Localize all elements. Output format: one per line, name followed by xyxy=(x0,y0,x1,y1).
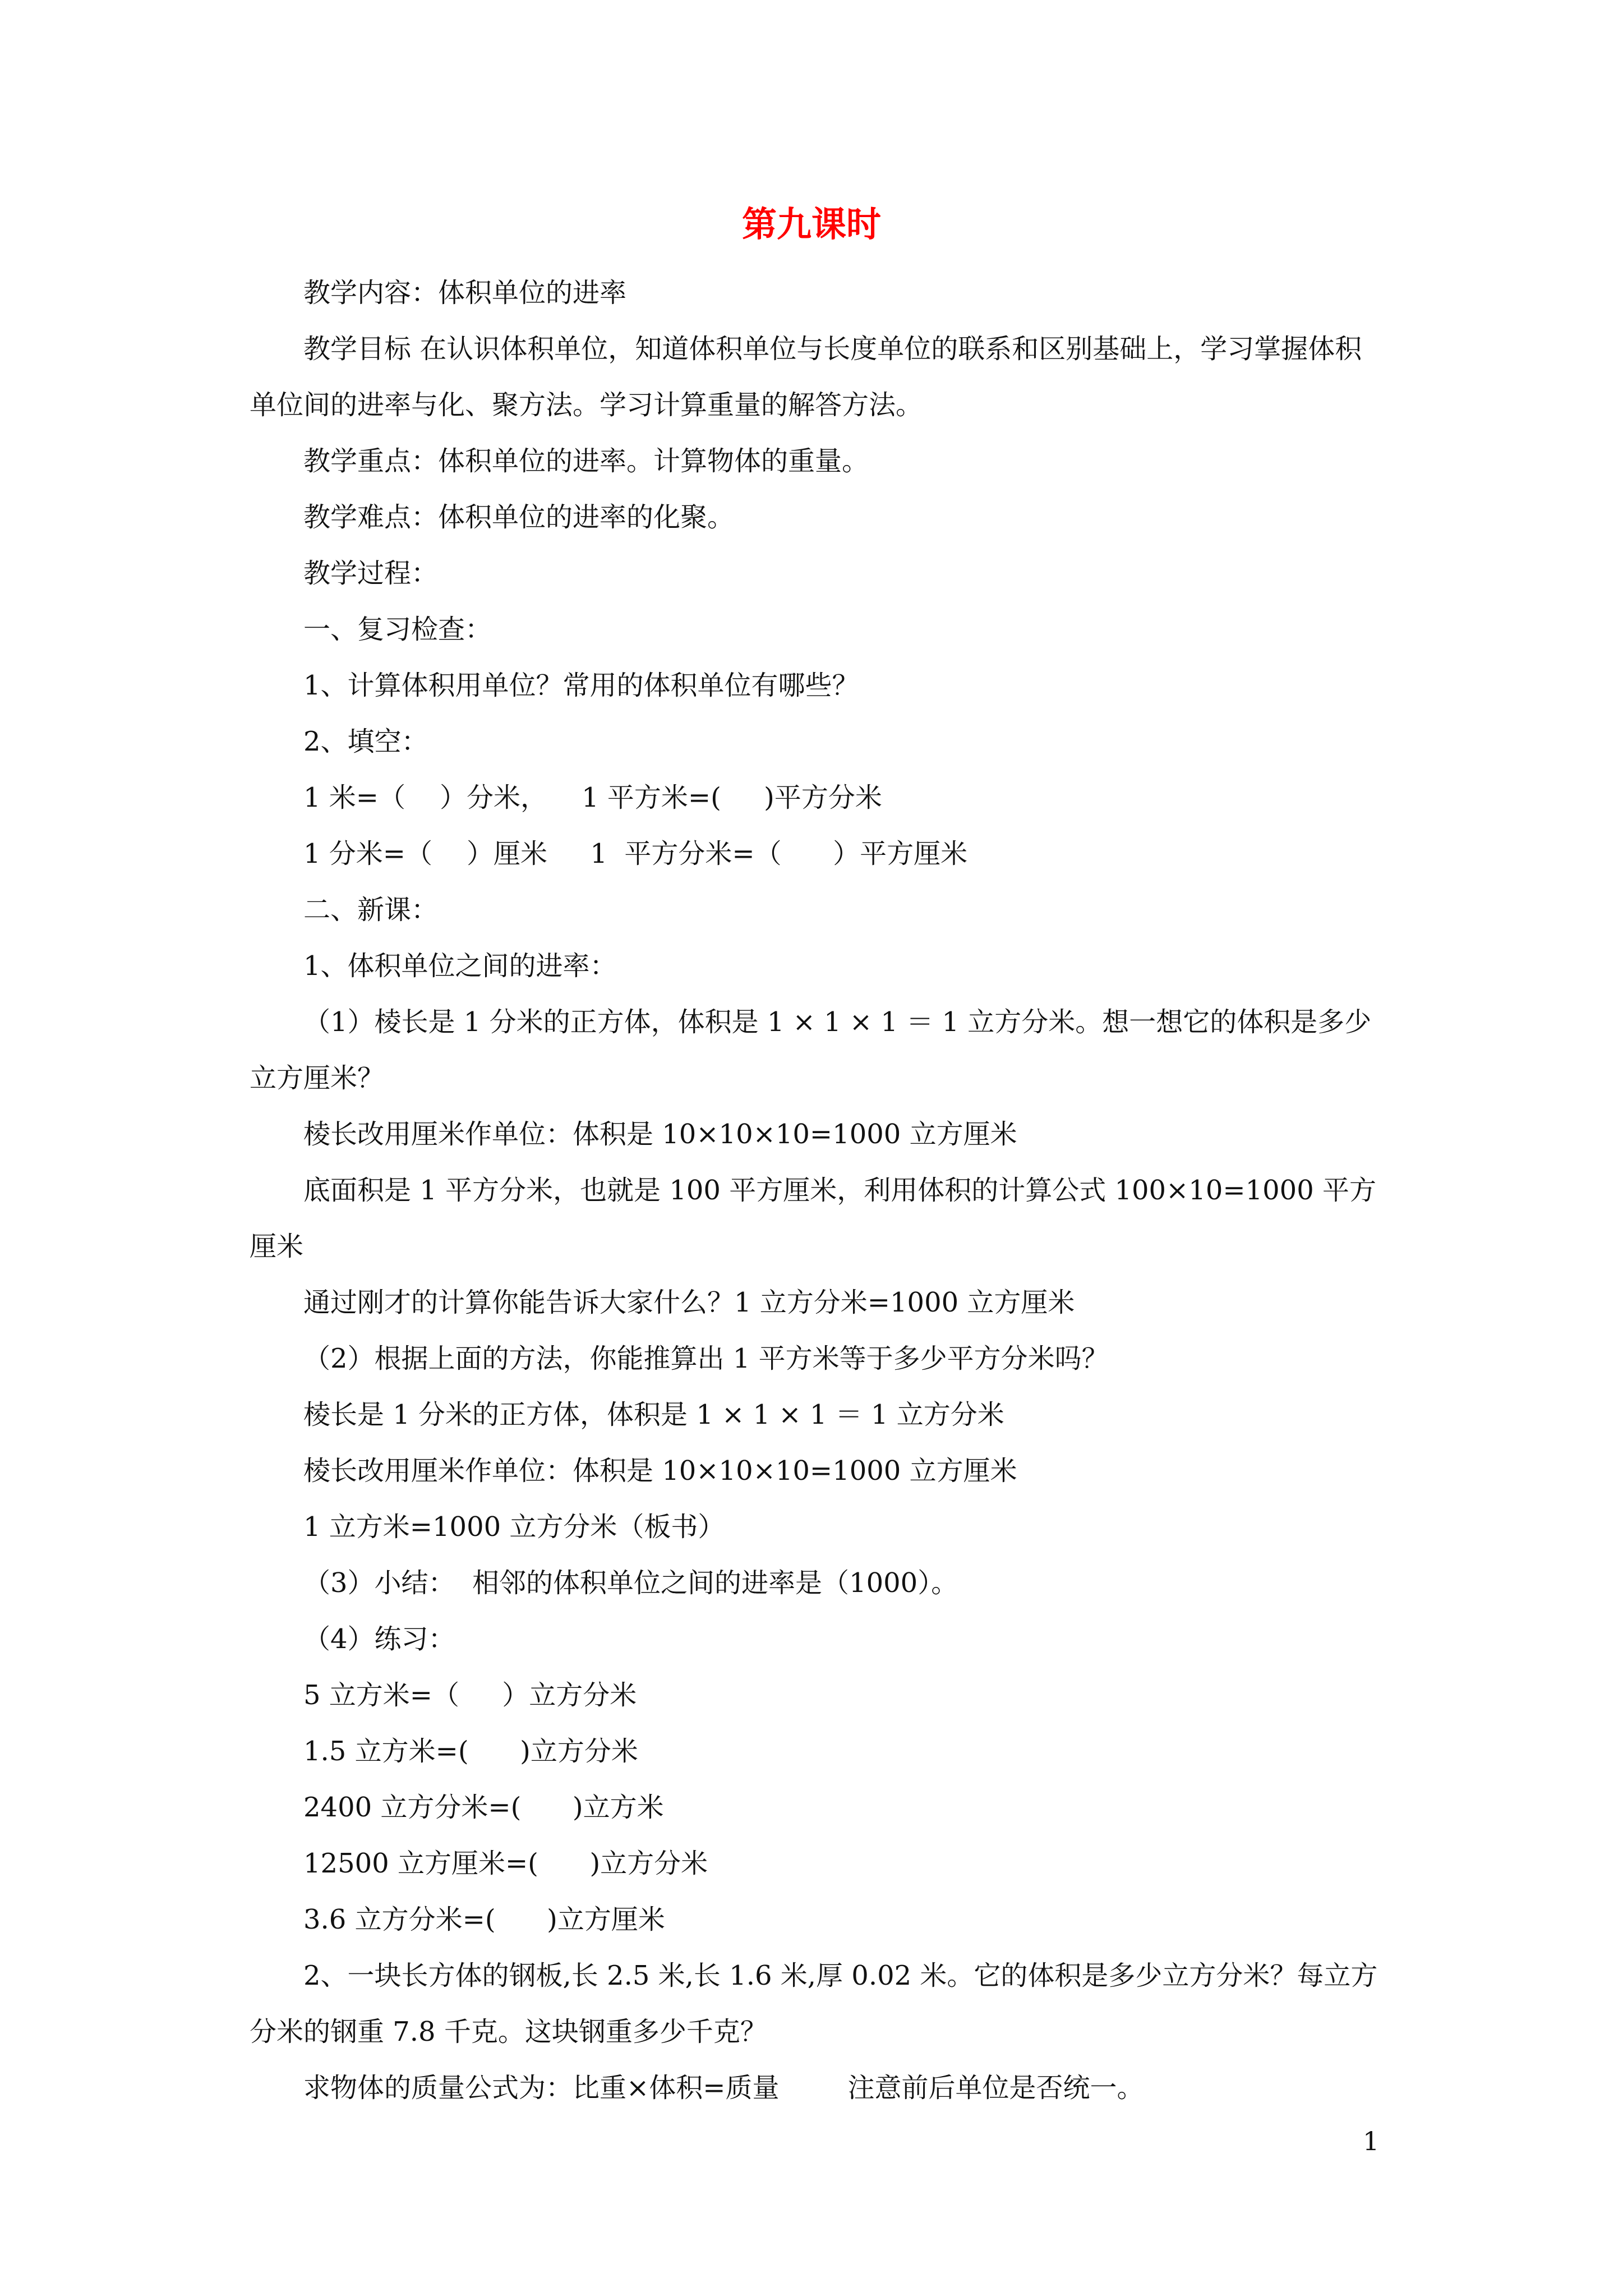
paragraph: 1 立方米=1000 立方分米（板书） xyxy=(303,1511,725,1543)
paragraph: 二、新课： xyxy=(303,894,439,926)
paragraph: 1、体积单位之间的进率： xyxy=(303,950,617,982)
paragraph: 棱长是 1 分米的正方体，体积是 1 × 1 × 1 ＝ 1 立方分米 xyxy=(303,1399,1004,1430)
paragraph: 一、复习检查： xyxy=(303,614,492,645)
paragraph: 1、计算体积用单位？常用的体积单位有哪些？ xyxy=(303,670,859,701)
paragraph: 教学内容：体积单位的进率 xyxy=(303,277,627,309)
paragraph: 教学过程： xyxy=(303,558,439,589)
paragraph: 棱长改用厘米作单位：体积是 10×10×10=1000 立方厘米 xyxy=(303,1455,1017,1487)
paragraph: 12500 立方厘米=( )立方分米 xyxy=(303,1848,708,1879)
paragraph: 1.5 立方米=( )立方分米 xyxy=(303,1736,638,1767)
paragraph: （4）练习： xyxy=(303,1623,455,1655)
page-number: 1 xyxy=(1363,2126,1380,2156)
paragraph: （3）小结： 相邻的体积单位之间的进率是（1000）。 xyxy=(303,1567,958,1599)
paragraph: 棱长改用厘米作单位：体积是 10×10×10=1000 立方厘米 xyxy=(303,1119,1017,1150)
paragraph: 求物体的质量公式为：比重×体积=质量 注意前后单位是否统一。 xyxy=(303,2072,1144,2104)
paragraph: 教学目标 在认识体积单位，知道体积单位与长度单位的联系和区别基础上，学习掌握体积单位间的进率与化、聚方法。学习计算重量的解答方法。 xyxy=(250,333,1362,421)
paragraph: 2400 立方分米=( )立方米 xyxy=(303,1792,664,1823)
paragraph: 底面积是 1 平方分米，也就是 100 平方厘米，利用体积的计算公式 100×10=1000 平方厘米 xyxy=(250,1175,1376,1262)
paragraph: 1 米=（ ）分米， 1 平方米=( )平方分米 xyxy=(303,782,882,813)
paragraph: 通过刚才的计算你能告诉大家什么？1 立方分米=1000 立方厘米 xyxy=(303,1287,1075,1318)
paragraph: 5 立方米=（ ）立方分米 xyxy=(303,1680,637,1711)
document-body xyxy=(250,265,1388,2116)
paragraph: 教学重点：体积单位的进率。计算物体的重量。 xyxy=(303,445,869,477)
paragraph: 教学难点：体积单位的进率的化聚。 xyxy=(303,501,735,533)
paragraph: 2、填空： xyxy=(303,726,428,757)
paragraph: 3.6 立方分米=( )立方厘米 xyxy=(303,1904,665,1935)
paragraph: （1）棱长是 1 分米的正方体，体积是 1 × 1 × 1 ＝ 1 立方分米。想一想它的体积是多少立方厘米？ xyxy=(250,1006,1372,1094)
paragraph: 2、一块长方体的钢板,长 2.5 米,长 1.6 米,厚 0.02 米。它的体积是多少立方分米？每立方分米的钢重 7.8 千克。这块钢重多少千克？ xyxy=(250,1960,1378,2047)
page-title: 第九课时 xyxy=(741,204,881,245)
paragraph: （2）根据上面的方法，你能推算出 1 平方米等于多少平方分米吗？ xyxy=(303,1343,1109,1374)
paragraph: 1 分米=（ ）厘米 1 平方分米=（ ）平方厘米 xyxy=(303,838,968,869)
